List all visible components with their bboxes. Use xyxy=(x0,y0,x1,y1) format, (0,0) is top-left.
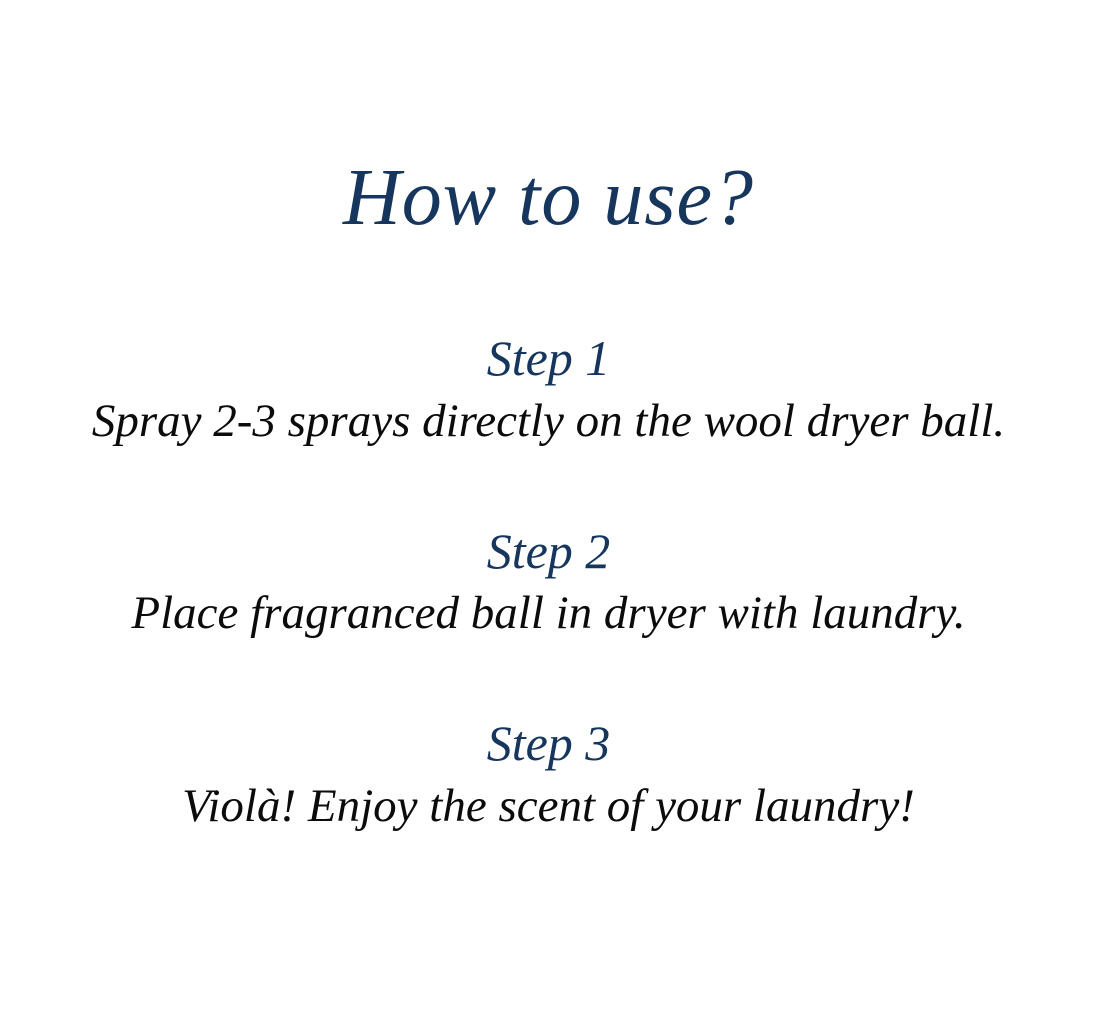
step-3-label: Step 3 xyxy=(486,715,611,772)
step-1-description: Spray 2-3 sprays directly on the wool dryer ball. xyxy=(91,394,1006,447)
steps-list xyxy=(0,330,1097,833)
step-2-label: Step 2 xyxy=(486,522,611,579)
step-3-description: Violà! Enjoy the scent of your laundry! xyxy=(182,779,915,832)
step-3 xyxy=(0,715,1097,833)
section-title: How to use? xyxy=(343,154,754,242)
step-2-description: Place fragranced ball in dryer with laundry. xyxy=(131,587,966,640)
step-2 xyxy=(0,523,1097,641)
step-1 xyxy=(0,330,1097,448)
step-1-label: Step 1 xyxy=(486,330,611,386)
